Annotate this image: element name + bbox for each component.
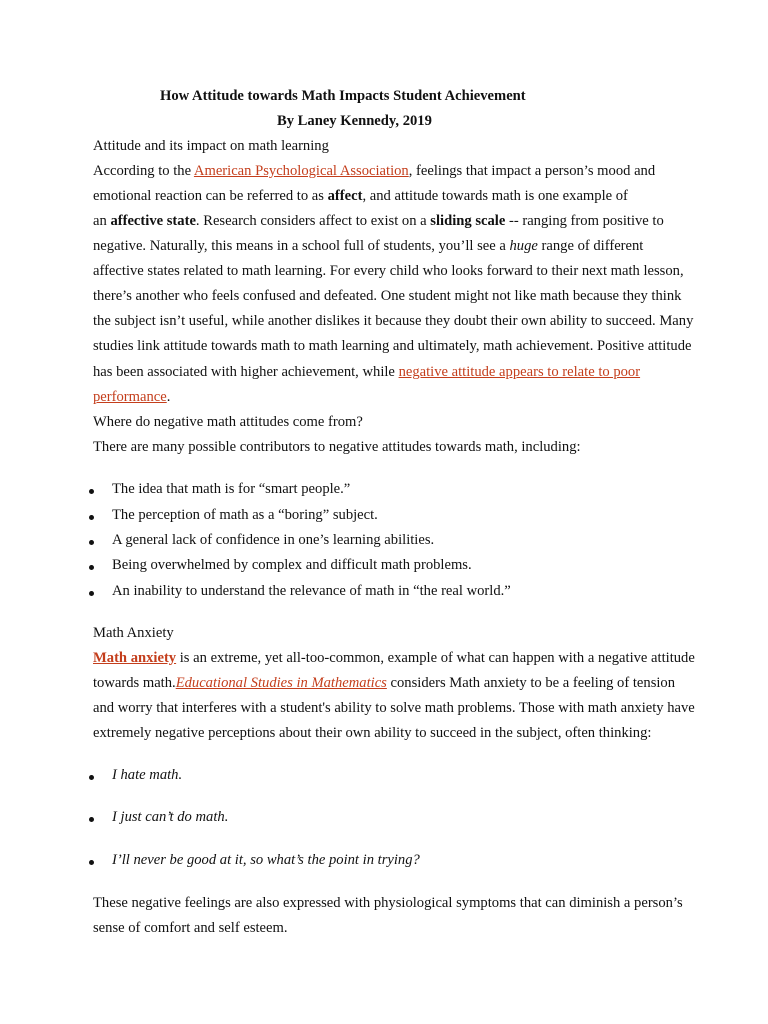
paragraph-line: there’s another who feels confused and defeated. One student might not like math because they think [93,288,682,304]
paragraph-line [93,389,170,406]
paragraph-line: studies link attitude towards math to math learning and ultimately, math achievement. Positive attitude [93,338,692,354]
bullet-icon [89,860,94,865]
paragraph-line: and worry that interferes with a student's ability to solve math problems. Those with math anxiety have [93,700,695,716]
text-span: . Research considers affect to exist on a [195,213,431,229]
text-span: emotional reaction can be referred to as [93,188,328,204]
bold-term: sliding scale [430,213,506,229]
text-span: towards math. [93,675,176,691]
apa-link[interactable]: American Psychological Association [193,163,409,179]
bullet-icon [89,591,94,596]
bullet-icon [89,817,94,822]
text-span: is an extreme, yet all-too-common, example of what can happen with a negative attitude [176,650,695,666]
bullet-icon [89,565,94,570]
text-span: has been associated with higher achievement, while [93,364,399,380]
bullet-icon [89,489,94,494]
list-item-text: A general lack of confidence in one’s learning abilities. [112,532,435,548]
list-item-text: The perception of math as a “boring” subject. [112,507,378,523]
text-span: . [166,389,171,405]
paragraph-line [93,188,628,205]
section-heading-attitude: Attitude and its impact on math learning [93,138,329,154]
math-anxiety-link[interactable]: Math anxiety [93,650,177,666]
italic-term: huge [509,238,538,254]
quote-text: I just can’t do math. [112,809,229,825]
closing-line: sense of comfort and self esteem. [93,920,288,936]
document-title: How Attitude towards Math Impacts Student Achievement [160,88,526,104]
paragraph-line [93,163,655,180]
closing-line: These negative feelings are also expressed with physiological symptoms that can diminish a person’s [93,895,683,911]
paragraph-line: extremely negative perceptions about their own ability to succeed in the subject, often thinking: [93,725,652,741]
educational-studies-link[interactable]: Educational Studies in Mathematics [175,675,387,691]
paragraph-line [93,364,640,381]
bullet-icon [89,540,94,545]
list-item-text: An inability to understand the relevance of math in “the real world.” [112,583,511,599]
negative-attitude-link[interactable]: negative attitude appears to relate to poor [398,364,641,380]
section-intro: There are many possible contributors to negative attitudes towards math, including: [93,439,581,455]
text-span: considers Math anxiety to be a feeling of tension [386,675,676,691]
paragraph-line [93,238,643,255]
paragraph-line [93,675,675,692]
text-span: an [93,213,111,229]
text-span: , feelings that impact a person’s mood and [408,163,656,179]
list-item-text: Being overwhelmed by complex and difficult math problems. [112,557,472,573]
bold-term: affect [327,188,363,204]
text-span: range of different [537,238,644,254]
performance-link[interactable]: performance [93,389,167,405]
bullet-icon [89,515,94,520]
text-span: According to the [93,163,194,179]
bold-term: affective state [110,213,196,229]
paragraph-line: the subject isn’t useful, while another dislikes it because they doubt their own ability to succeed. Many [93,313,694,329]
text-span: , and attitude towards math is one example of [362,188,628,204]
text-span: -- ranging from positive to [505,213,664,229]
bullet-icon [89,775,94,780]
text-span: negative. Naturally, this means in a school full of students, you’ll see a [93,238,510,254]
quote-text: I hate math. [112,767,183,783]
section-heading-origins: Where do negative math attitudes come from? [93,414,363,430]
list-item-text: The idea that math is for “smart people.” [112,481,351,497]
paragraph-line [93,650,695,667]
document-byline: By Laney Kennedy, 2019 [277,113,432,129]
paragraph-line [93,213,664,230]
paragraph-line: affective states related to math learning. For every child who looks forward to their next math lesson, [93,263,684,279]
quote-text: I’ll never be good at it, so what’s the point in trying? [112,852,420,868]
section-heading-math-anxiety: Math Anxiety [93,625,174,641]
